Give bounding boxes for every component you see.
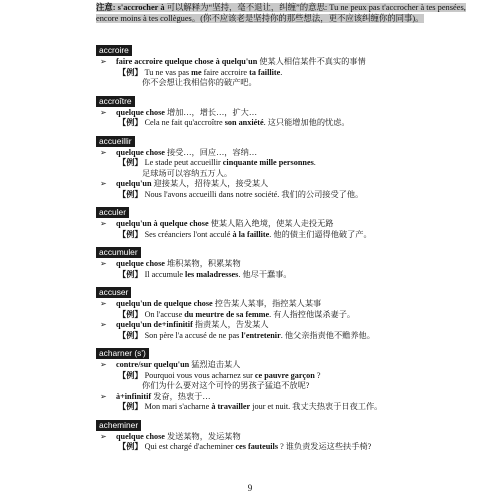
example-text: faire accroire	[201, 67, 250, 77]
note-paragraph	[96, 3, 488, 25]
usage-row	[96, 392, 488, 403]
example-row	[96, 310, 488, 321]
usage-phrase: quelqu'un	[116, 179, 152, 188]
headword-tag: accuser	[96, 287, 131, 298]
example-marker: 【例】	[118, 269, 143, 279]
arrow-bullet-icon: ➢	[100, 391, 107, 401]
usage-phrase: quelque chose	[116, 107, 165, 117]
example-text: Ses créanciers l'ont acculé	[144, 229, 233, 239]
example-text: On l'accuse	[144, 309, 185, 319]
page-number: 9	[247, 483, 253, 493]
headword-tag: acheminer	[96, 420, 141, 431]
note-highlight	[96, 3, 466, 23]
usage-gloss: 发奋，热衷于…	[151, 391, 211, 401]
example-text: ta faillite	[249, 67, 281, 77]
example-text: . 有人指控他谋杀妻子。	[269, 309, 356, 319]
example-row	[96, 118, 488, 129]
example-text: Il accumule	[144, 269, 186, 279]
usage-row	[96, 179, 488, 190]
example-marker: 【例】	[118, 67, 143, 77]
example-text: . 这只能增加他的忧虑。	[263, 118, 350, 127]
example-translation: 你不会想让我相信你的破产吧。	[142, 78, 257, 87]
arrow-bullet-icon: ➢	[100, 259, 107, 268]
example-marker: 【例】	[118, 442, 143, 451]
example-row	[96, 270, 488, 281]
example-row	[96, 68, 488, 89]
usage-gloss: 控告某人某事，指控某人某事	[212, 299, 322, 308]
example-text: ce pauvre garçon	[254, 370, 315, 380]
example-marker: 【例】	[118, 229, 143, 239]
usage-gloss: 增加…，增长…，扩大…	[164, 107, 258, 117]
example-text: . 他的债主们逼得他破了产。	[269, 229, 372, 239]
usage-row	[96, 57, 488, 68]
usage-phrase: faire accroire quelque chose à quelqu'un	[116, 57, 258, 66]
example-marker: 【例】	[118, 309, 143, 319]
arrow-bullet-icon: ➢	[100, 299, 107, 308]
example-text: son anxiété	[224, 118, 264, 127]
example-text: .	[280, 67, 283, 77]
arrow-bullet-icon: ➢	[100, 179, 107, 188]
dictionary-entry	[96, 287, 488, 341]
usage-row	[96, 432, 488, 443]
usage-phrase: quelque chose	[116, 147, 165, 157]
example-row	[96, 442, 488, 453]
arrow-bullet-icon: ➢	[100, 360, 107, 369]
example-marker: 【例】	[118, 189, 143, 199]
example-marker: 【例】	[118, 370, 143, 380]
example-text: ces fauteuils	[235, 442, 279, 451]
example-text: . 他父亲指责他不赡养他。	[280, 330, 375, 340]
usage-gloss: 迎接某人，招待某人，接受某人	[151, 179, 269, 188]
example-row	[96, 230, 488, 241]
usage-phrase: contre/sur quelqu'un	[116, 360, 190, 369]
note-text: 可以解释为“坚持，毫不退让，纠缠”的意思: Tu ne peux pas t'accrocher à tes pensées, encore moins à tes collègues。(你不应该老是坚持你的那些想法，更不应该纠缠你的同事)。	[96, 3, 466, 23]
example-text: ? 谁负责发运这些扶手椅?	[278, 442, 372, 451]
usage-phrase: à+infinitif	[116, 391, 152, 401]
example-text: Cela ne fait qu'accroître	[144, 118, 225, 127]
example-text: . 他尽干蠢事。	[238, 269, 292, 279]
arrow-bullet-icon: ➢	[100, 431, 107, 441]
arrow-bullet-icon: ➢	[100, 320, 107, 329]
example-row	[96, 371, 488, 392]
usage-gloss: 接受…，回应…，容纳…	[164, 147, 258, 157]
example-row	[96, 402, 488, 413]
headword-tag: acculer	[96, 207, 129, 218]
usage-row	[96, 219, 488, 230]
example-marker: 【例】	[118, 118, 143, 127]
dictionary-entry	[96, 420, 488, 453]
usage-row	[96, 108, 488, 119]
usage-gloss: 猛烈追击某人	[189, 360, 241, 369]
usage-phrase: quelqu'un de+infinitif	[116, 320, 193, 329]
example-marker: 【例】	[118, 158, 143, 167]
example-text: l'entretenir	[241, 330, 281, 340]
example-translation: 足球场可以容纳五万人。	[142, 168, 233, 178]
example-row	[96, 331, 488, 342]
example-text: Tu ne vas pas	[144, 67, 192, 77]
entry-list	[96, 45, 488, 460]
usage-row	[96, 259, 488, 270]
example-marker: 【例】	[118, 330, 143, 340]
headword-tag: accumuler	[96, 247, 141, 258]
usage-phrase: quelqu'un à quelque chose	[116, 219, 209, 228]
example-text: jour et nuit. 我丈夫热衷于日夜工作。	[250, 402, 383, 411]
usage-row	[96, 148, 488, 159]
usage-row	[96, 320, 488, 331]
arrow-bullet-icon: ➢	[100, 107, 107, 117]
example-text: cinquante mille personnes	[222, 158, 314, 167]
usage-gloss: 发送某物，发运某物	[164, 431, 241, 441]
usage-gloss: 使某人陷入绝境，使某人走投无路	[208, 219, 334, 228]
example-text: Son père l'a accusé de ne pas	[144, 330, 242, 340]
dictionary-entry	[96, 247, 488, 280]
usage-phrase: quelqu'un de quelque chose	[116, 299, 213, 308]
example-text: Pourquoi vous vous acharnez sur	[144, 370, 255, 380]
headword-tag: acharner (s')	[96, 348, 149, 359]
example-text: .	[313, 158, 316, 167]
usage-row	[96, 299, 488, 310]
example-text: Qui est chargé d'acheminer	[144, 442, 236, 451]
usage-gloss: 使某人相信某件不真实的事情	[257, 57, 366, 66]
usage-gloss: 堆积某物，积累某物	[164, 259, 241, 268]
example-text: Mon mari s'acharne	[144, 402, 212, 411]
arrow-bullet-icon: ➢	[100, 219, 107, 228]
example-text: à travailler	[211, 402, 251, 411]
note-label: 注意: s'accrocher à	[96, 3, 167, 12]
example-text: Le stade peut accueillir	[144, 158, 223, 167]
dictionary-entry	[96, 348, 488, 413]
example-text: du meurtre de sa femme	[184, 309, 270, 319]
usage-phrase: quelque chose	[116, 259, 165, 268]
usage-phrase: quelque chose	[116, 431, 165, 441]
headword-tag: accroître	[96, 96, 135, 107]
headword-tag: accroire	[96, 45, 132, 56]
example-text: ?	[314, 370, 321, 380]
dictionary-entry	[96, 136, 488, 201]
example-row	[96, 190, 488, 201]
headword-tag: accueillir	[96, 136, 135, 147]
example-row	[96, 158, 488, 179]
arrow-bullet-icon: ➢	[100, 57, 107, 66]
dictionary-entry	[96, 96, 488, 129]
example-text: à la faillite	[232, 229, 270, 239]
example-text: me	[191, 67, 202, 77]
example-marker: 【例】	[118, 402, 143, 411]
example-text: les maladresses	[185, 269, 239, 279]
example-text: Nous l'avons accueilli dans notre société. 我们的公司接受了他。	[144, 189, 364, 199]
dictionary-entry	[96, 207, 488, 240]
example-translation: 你们为什么要对这个可怜的男孩子猛追不放呢?	[142, 381, 310, 390]
usage-gloss: 指责某人，告发某人	[192, 320, 269, 329]
arrow-bullet-icon: ➢	[100, 147, 107, 157]
dictionary-entry	[96, 45, 488, 89]
usage-row	[96, 360, 488, 371]
